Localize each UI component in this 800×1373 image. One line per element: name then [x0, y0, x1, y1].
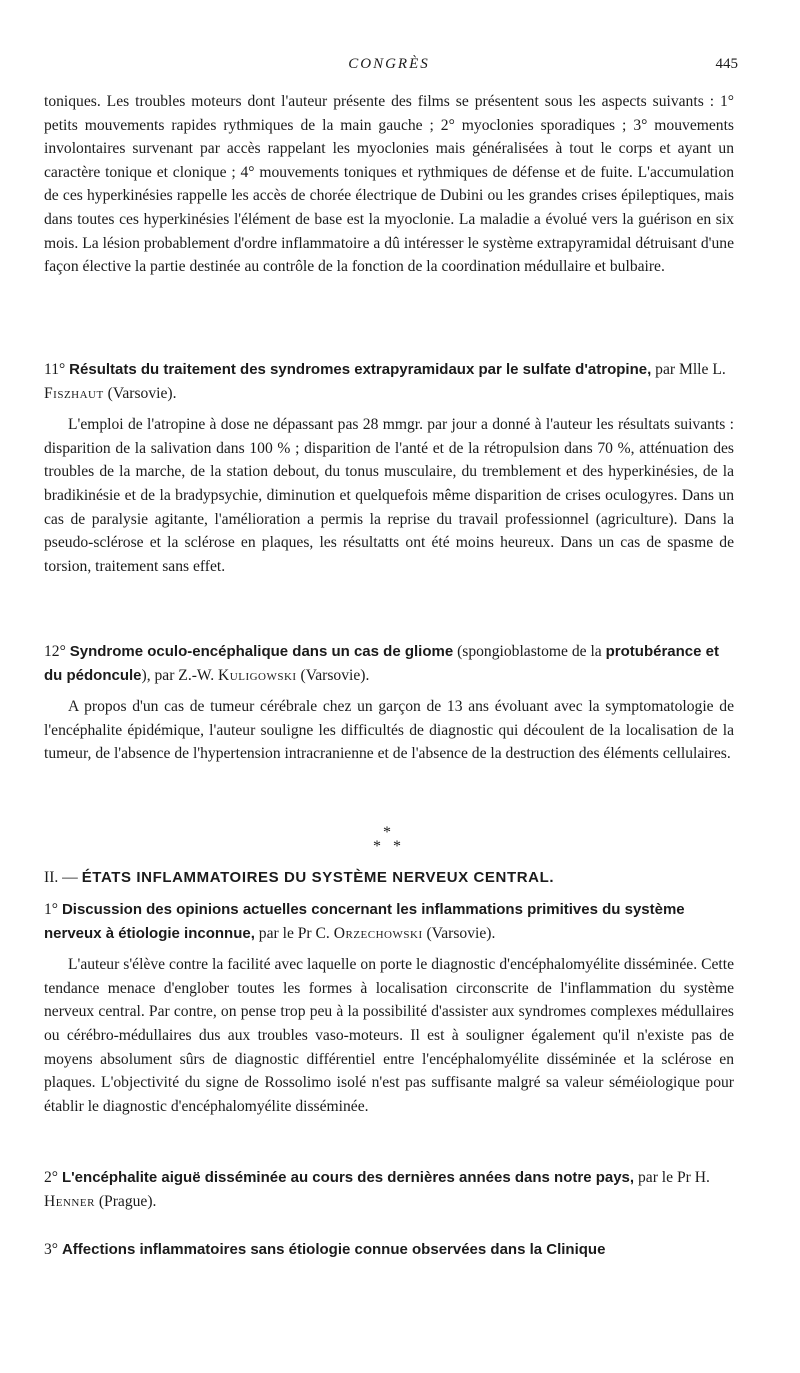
section-title: Discussion des opinions actuelles concernant les inflammations primitives du système nerveux à étiologie inconnue,	[44, 901, 685, 942]
section-body: L'emploi de l'atropine à dose ne dépassant pas 28 mmgr. par jour a donné à l'auteur les résultats suivants : disparition de la salivation dans 100 % ; disparition de l'anté et de la rétropulsion dans 70 %, atténuation des troubles de la marche, de la station debout, du tonus musculaire, du tremblement et des hyperkinésies, de la bradikinésie et de la bradypsychie, diminution et quelquefois même disparition de crises oculogyres. Dans un cas de paralysie agitante, l'amélioration a permis la reprise du travail professionnel (agriculture). Dans la pseudo-sclérose et la sclérose en plaques, les résultatts ont été moins heureux. Dans un cas de spasme de torsion, traitement sans effet.	[44, 416, 734, 575]
section-number: 3°	[44, 1241, 59, 1258]
author-place: (Prague).	[98, 1192, 157, 1210]
section-title: Syndrome oculo-encéphalique dans un cas de gliome	[69, 643, 454, 660]
section-body: L'auteur s'élève contre la facilité avec laquelle on porte le diagnostic d'encéphalomyélite disséminée. Cette tendance menace d'englober toutes les formes à localisation circonscrite de l'inflammation du système nerveux central. Par contre, on pense trop peu à la possibilité d'assister aux syndromes complexes médullaires ou cérébro-médullaires dus aux troubles vaso-moteurs. Il est à souligner également qu'il n'existe pas de moyens absolument sûrs de diagnostic différentiel entre l'encéphalomyélite disséminée et la sclérose en plaques. L'objectivité du signe de Rossolimo isolé n'est pas suffisante malgré sa valeur séméiologique pour établir le diagnostic d'encéphalomyélite disséminée.	[44, 956, 734, 1115]
section-3	[44, 1238, 734, 1262]
section-number: 2°	[44, 1169, 59, 1186]
running-head	[44, 56, 738, 80]
part-number: II. —	[44, 869, 78, 886]
author-name: Orzechowski	[333, 924, 423, 942]
section-3-heading	[44, 1238, 734, 1262]
author-name: Kuligowski	[218, 666, 297, 684]
section-11-heading	[44, 358, 734, 405]
section-title: L'encéphalite aiguë disséminée au cours des dernières années dans notre pays,	[61, 1169, 635, 1186]
author-place: (Varsovie).	[107, 384, 177, 402]
part-2	[44, 866, 734, 890]
section-2	[44, 1166, 734, 1213]
section-title: Affections inflammatoires sans étiologie connue observées dans la Clinique	[61, 1241, 606, 1258]
section-12-heading	[44, 640, 734, 687]
part-title: ÉTATS INFLAMMATOIRES DU SYSTÈME NERVEUX CENTRAL.	[81, 869, 555, 886]
section-title-paren: (spongioblastome de la	[457, 643, 602, 660]
page-number: 445	[715, 56, 738, 72]
running-title: CONGRÈS	[348, 56, 430, 72]
section-12	[44, 640, 734, 766]
author-name: Henner	[44, 1192, 95, 1210]
section-number: 12°	[44, 643, 66, 660]
part-2-heading	[44, 866, 734, 890]
section-title: Résultats du traitement des syndromes extrapyramidaux par le sulfate d'atropine,	[69, 361, 652, 378]
section-1-heading	[44, 898, 734, 945]
paragraph-continued	[44, 90, 734, 279]
section-title-end: protubérance et du pédoncule	[44, 643, 719, 684]
section-body: A propos d'un cas de tumeur cérébrale chez un garçon de 13 ans évoluant avec la symptomatologie de l'encéphalite épidémique, l'auteur souligne les difficultés de diagnostic qui découlent de la localisation de la tumeur, de l'absence de l'hypertension intracranienne et de l'absence de la destruction des éléments cellulaires.	[44, 698, 734, 763]
byline: par le Pr H.	[637, 1169, 710, 1186]
author-place: (Varsovie).	[426, 924, 496, 942]
section-11	[44, 358, 734, 578]
byline: ), par Z.-W.	[141, 666, 215, 684]
paragraph-text: toniques. Les troubles moteurs dont l'auteur présente des films se présentent sous les aspects suivants : 1° petits mouvements rapides rythmiques de la main gauche ; 2° myoclonies sporadiques ; 3° mouvements involontaires survenant par accès rappelant les myoclonies mais généralisées à tout le corps et ayant un caractère tonique et clonique ; 4° mouvements toniques et rythmiques de défense et de fuite. L'accumulation de ces hyperkinésies rappelle les accès de chorée électrique de Dubini ou les grandes crises épileptiques, mais dans toutes ces hyperkinésies l'élément de base est la myoclonie. La maladie a évolué vers la guérison en six mois. La lésion probablement d'ordre inflammatoire a dû intéresser le système extrapyramidal détruisant d'une façon élective la partie destinée au contrôle de la fonction de la coordination médullaire et bulbaire.	[44, 93, 734, 276]
byline: par le Pr C.	[258, 924, 330, 942]
author-prefix: Mlle L.	[678, 361, 726, 378]
separator-asterism: * * *	[373, 824, 405, 855]
section-number: 1°	[44, 901, 59, 918]
author-name: Fiszhaut	[44, 384, 104, 402]
author-place: (Varsovie).	[300, 666, 370, 684]
section-number: 11°	[44, 361, 66, 378]
byline: par	[655, 361, 676, 378]
section-2-heading	[44, 1166, 734, 1213]
section-1	[44, 898, 734, 1118]
